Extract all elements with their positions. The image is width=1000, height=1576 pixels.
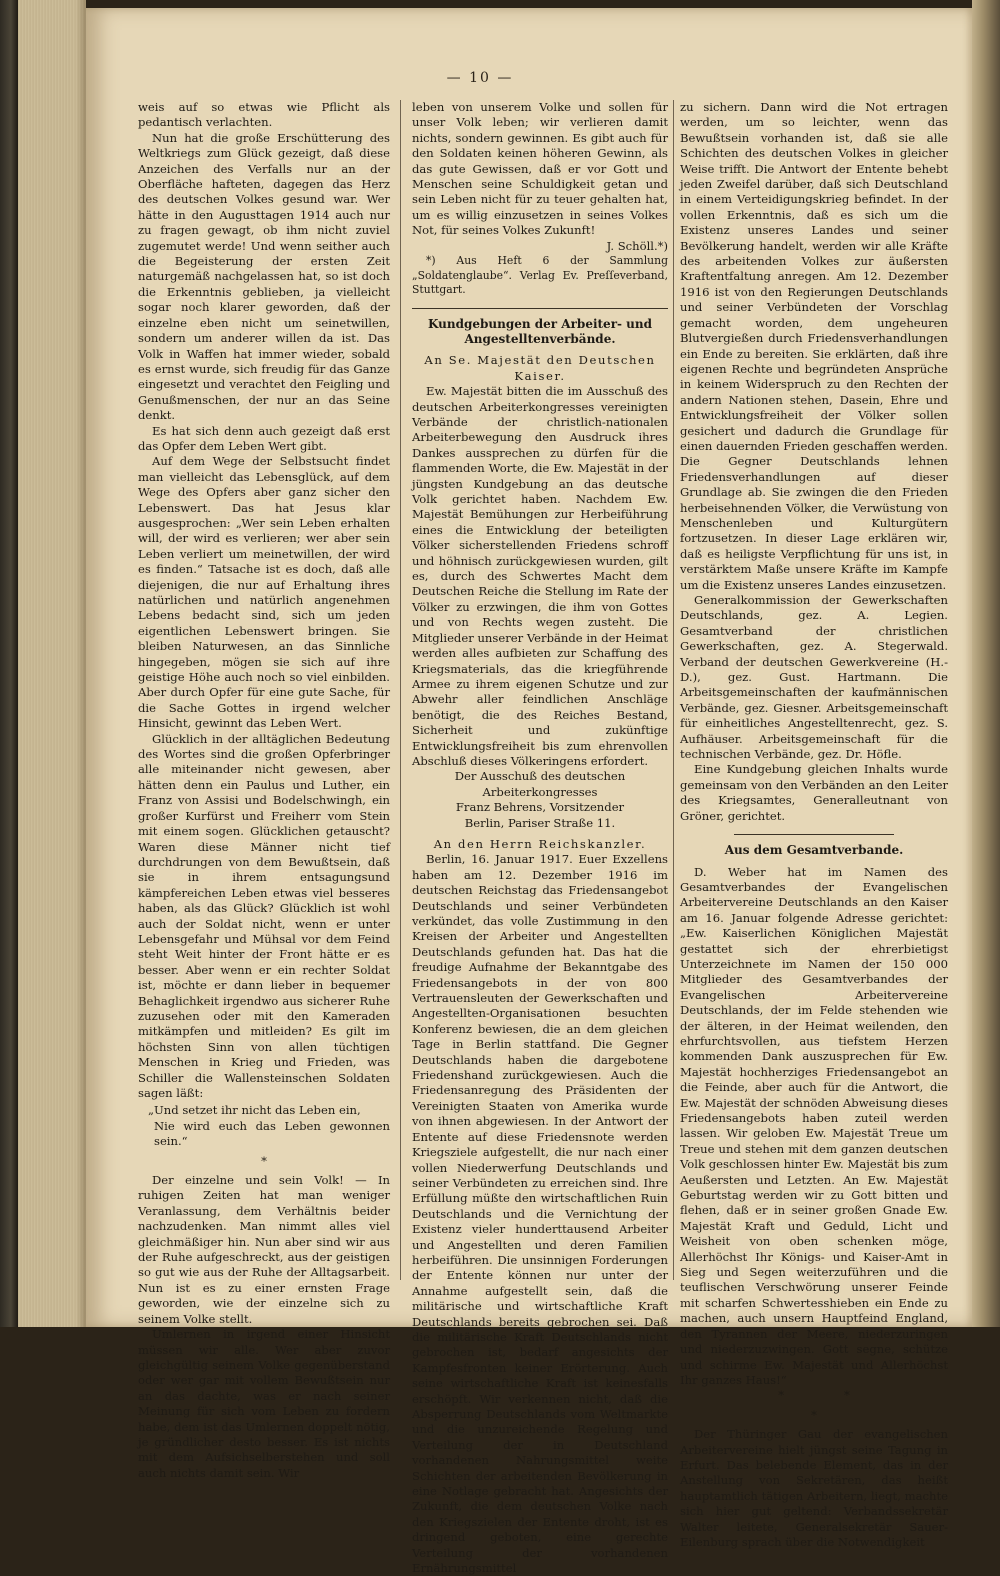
- paragraph: leben von unserem Volke und sollen für unser Volk leben; wir verlieren damit nichts, sondern gewinnen. Es gibt auch für den Soldaten keinen höheren Gewinn, als das gute Gewissen, daß er vor Gott und Menschen seine Schuldigkeit getan und sein Leben nicht für zu teuer gehalten hat, um es willig einzusetzen in seines Volkes Not, für seines Volkes Zukunft!: [412, 100, 668, 238]
- book-spine: [0, 0, 18, 1327]
- column-2: [412, 100, 668, 1576]
- paragraph: Auf dem Wege der Selbstsucht findet man vielleicht das Lebensglück, auf dem Wege des Opfers aber ganz sicher den Lebenswert. Das hat Jesus klar ausgesprochen: „Wer sein Leben erhalten will, der wird es verlieren; wer aber sein Leben verliert um meinetwillen, der wird es finden.“ Tatsache ist es doch, daß alle diejenigen, die nur auf Erhaltung ihres natürlichen und natürlich angenehmen Lebens bedacht sind, sich um jeden eigentlichen Lebenswert bringen. Sie bleiben Naturwesen, an das Sinnliche hingegeben, mögen sie sich auf ihre geistige Höhe auch noch so viel einbilden. Aber durch Opfer für eine gute Sache, für die Sache Gottes in irgend welcher Hinsicht, gewinnt das Leben Wert.: [138, 454, 390, 731]
- paragraph: D. Weber hat im Namen des Gesamtverbandes der Evangelischen Arbeitervereine Deutschlands an den Kaiser am 16. Januar folgende Adresse gerichtet: „Ew. Kaiserlichen Königlichen Majestät gestattet sich der ehrerbietigst Unterzeichnete im Namen der 150 000 Mitglieder des Gesamtverbandes der Evangelischen Arbeitervereine Deutschlands, der im Felde stehenden wie der älteren, in der Heimat weilenden, den ehrfurchtsvollen, aus tiefstem Herzen kommenden Dank auszusprechen für Ew. Majestät hochherziges Friedensangebot an die Feinde, aber auch für die Antwort, die Ew. Majestät der schnöden Abweisung dieses Friedensangebots haben zuteil werden lassen. Wir geloben Ew. Majestät Treue um Treue und stehen mit dem ganzen deutschen Volk geschlossen hinter Ew. Majestät bis zum Aeußersten und Letzten. An Ew. Majestät Geburtstag werden wir zu Gott bitten und flehen, daß er in seiner großen Gnade Ew. Majestät Kraft und Geduld, Licht und Weisheit von oben schenken möge, Allerhöchst Ihr Königs- und Kaiser-Amt in Sieg und Segen weiterzuführen und die teuflischen Verschwörung unserer Feinde mit scharfen Schwertesshieben ein Ende zu machen, auch unsern Hauptfeind England, den Tyrannen der Meere, niederzuringen und niederzuzwingen. Gott segne, schütze und schirme Ew. Majestät und Allerhöchst Ihr ganzes Haus!“: [680, 864, 948, 1387]
- page-edges: [18, 0, 86, 1327]
- paragraph: Glücklich in der alltäglichen Bedeutung des Wortes sind die großen Opferbringer alle miteinander nicht gewesen, aber hätten denn ein Paulus und Luther, ein Franz von Assisi und Bodelschwingh, ein großer Kurfürst und Freiherr vom Stein mit einem sogen. Glücklichen getauscht? Waren diese Männer nicht tief durchdrungen von dem Bewußtsein, daß sie in ihrem entsagungsund kämpfereichen Leben etwas viel besseres haben, als das Glück? Glücklich ist wohl auch der Soldat nicht, wenn er unter Lebensgefahr und Mühsal vor dem Feind steht Weit hinter der Front hätte er es besser. Aber wenn er ein rechter Soldat ist, möchte er dann lieber in bequemer Behaglichkeit irgendwo aus sicherer Ruhe zuzusehen oder mit den Kameraden mitkämpfen und mitleiden? Es gilt im höchsten Sinn von allen tüchtigen Menschen in Krieg und Frieden, was Schiller die Wallensteinschen Soldaten sagen läßt:: [138, 731, 390, 1100]
- column-rule-1: [400, 100, 401, 1280]
- signature-line: Berlin, Pariser Straße 11.: [464, 815, 616, 830]
- section-divider-star: *: [261, 1153, 267, 1168]
- divider-star: *: [844, 1388, 850, 1403]
- footnote: *) Aus Heft 6 der Sammlung „Soldatenglaube“. Verlag Ev. Preſſeverband, Stuttgart.: [412, 254, 668, 297]
- paragraph: Der Thüringer Gau der evangelischen Arbeitervereine hielt jüngst seine Tagung in Erfurt. Das belebende Element, das in der Anstellung von Sekretären, das heißt hauptamtlich tätigen Arbeitern, liegt, machte sich hier gut geltend: Verbandssekretär Walter leitete, Generalsekretär Sauer-Eilenburg sprach über die Notwendigkeit: [680, 1427, 948, 1549]
- paragraph: Umlernen in irgend einer Hinsicht müssen wir alle. Wer aber zuvor gleichgültig seinem Volke gegenüberstand oder wer gar mit vollem Bewußtsein nur an das dachte, was er nach seiner Meinung für sich vom Leben zu fordern habe, dem ist das Umlernen doppelt nötig, je gründlicher desto besser. Es ist nichts mit dem Aufsichselberstehen und soll auch nichts damit sein. Wir: [138, 1327, 390, 1480]
- verse-line: „Und setzet ihr nicht das Leben ein,: [148, 1103, 361, 1118]
- address-line: An den Herrn Reichskanzler.: [433, 836, 647, 851]
- page-number: — 10 —: [446, 70, 514, 86]
- paragraph: Ew. Majestät bitten die im Ausschuß des deutschen Arbeiterkongresses vereinigten Verbände der christlich-nationalen Arbeiterbewegung den Ausdruck ihres Dankes aussprechen zu dürfen für die flammenden Worte, die Ew. Majestät in der jüngsten Kundgebung an das deutsche Volk gerichtet haben. Nachdem Ew. Majestät Bemühungen zur Herbeiführung eines die Entwicklung der beteiligten Völker sicherstellenden Friedens schroff und höhnisch zurückgewiesen wurden, gilt es, durch des Schwertes Macht dem Deutschen Reiche die Stellung im Rate der Völker zu erzwingen, die ihm von Gottes und von Rechts wegen zusteht. Die Mitglieder unserer Verbände in der Heimat werden alles aufbieten zur Schaffung des Kriegsmaterials, das die kriegführende Armee zu ihrem eigenen Schutze und zur Abwehr aller feindlichen Anschläge benötigt, die des Reiches Bestand, Sicherheit und zukünftige Entwicklungsfreiheit bis zum ehrenvollen Abschluß dieses Völkeringens erfordert.: [412, 384, 668, 768]
- section-heading: Kundgebungen der Arbeiter- und Angestelltenverbände.: [427, 316, 653, 346]
- address-line: An Se. Majestät den Deutschen Kaiser.: [424, 353, 656, 383]
- author-signature: J. Schöll.*): [606, 238, 668, 253]
- paragraph: Nun hat die große Erschütterung des Weltkriegs zum Glück gezeigt, daß diese Anzeichen des Verfalls nur an der Oberfläche hafteten, dagegen das Herz des deutschen Volkes gesund war. Wer hätte in den Augusttagen 1914 auch nur zu fragen gewagt, ob ihm nicht zuviel zugemutet werde! Und wenn seither auch die Begeisterung der ersten Zeit naturgemäß nachgelassen hat, so ist doch die Erkenntnis geblieben, ja vielleicht sogar noch klarer geworden, daß der einzelne eben nicht um seinetwillen, sondern um anderer willen da ist. Das Volk in Waffen hat immer wieder, sobald es ernst wurde, sich freudig für das Ganze eingesetzt und verachtet den Feigling und Genußmenschen, der nur an das Seine denkt.: [138, 130, 390, 423]
- section-divider-stars: [680, 1388, 948, 1403]
- paragraph: Der einzelne und sein Volk! — In ruhigen Zeiten hat man weniger Veranlassung, dem Verhältnis beider nachzudenken. Man nimmt alles viel gleichmäßiger hin. Nun aber sind wir aus der Ruhe aufgeschreckt, aus der geistigen so gut wie aus der Ruhe der Alltagsarbeit. Nun ist es zu einer ernsten Frage geworden, wie der einzelne sich zu seinem Volke stellt.: [138, 1173, 390, 1326]
- paragraph: Eine Kundgebung gleichen Inhalts wurde gemeinsam von den Verbänden an den Leiter des Kriegsamtes, Generalleutnant von Gröner, gerichtet.: [680, 762, 948, 823]
- verse-quote: [148, 1103, 390, 1149]
- paragraph: Berlin, 16. Januar 1917. Euer Exzellens haben am 12. Dezember 1916 im deutschen Reichstag das Friedensangebot Deutschlands und seiner Verbündeten verkündet, das volle Zustimmung in den Kreisen der Arbeiter und Angestellten Deutschlands gefunden hat. Das hat die freudige Aufnahme der Bekanntgabe des Friedensangebots in der von 800 Vertrauensleuten der Gewerkschaften und Angestellten-Organisationen besuchten Konferenz bewiesen, die an dem gleichen Tage in Berlin stattfand. Die Gegner Deutschlands haben die dargebotene Friedenshand zurückgewiesen. Auch die Friedensanregung des Präsidenten der Vereinigten Staaten von Amerika wurde von ihnen abgewiesen. In der Antwort der Entente auf diese Friedensnote werden Kriegsziele aufgestellt, die nur nach einer vollen Niederwerfung Deutschlands und seiner Verbündeten zu erreichen sind. Ihre Erfüllung müßte den wirtschaftlichen Ruin Deutschlands und die Vernichtung der Existenz vieler hunderttausend Arbeiter und Angestellten und deren Familien herbeiführen. Die unsinnigen Forderungen der Entente können nur unter der Annahme aufgestellt sein, daß die militärische und wirtschaftliche Kraft Deutschlands bereits gebrochen sei. Daß die militärische Kraft Deutschlands nicht gebrochen ist, bedarf angesichts der Kampfesfronten keiner Erörterung. Auch seine wirtschaftliche Kraft ist keinesfalls erschöpft. Wir verkennen nicht, daß die Absperrung Deutschlands vom Weltmarkte und die unzureichende Regelung und Verteilung der in Deutschland vorhandenen Nahrungsmittel weite Schichten der arbeitenden Bevölkerung in eine Notlage gebracht hat. Angesichts der Zukunft, die dem deutschen Volke nach den Kriegszielen der Entente droht, ist es dringend geboten, eine gerechte Verteilung der vorhandenen Ernährungsmittel: [412, 852, 668, 1576]
- column-rule-2: [673, 100, 674, 1280]
- paragraph: zu sichern. Dann wird die Not ertragen werden, um so leichter, wenn das Bewußtsein vorhanden ist, daß sie alle Schichten des deutschen Volkes in gleicher Weise trifft. Die Antwort der Entente behebt jeden Zweifel darüber, daß sich Deutschland in einem Verteidigungskrieg befindet. In der vollen Erkenntnis, daß es sich um die Existenz unseres Landes und seiner Bevölkerung handelt, werden wir alle Kräfte des arbeitenden Volkes zur äußersten Kraftentfaltung anregen. Am 12. Dezember 1916 ist von den Regierungen Deutschlands und seiner Verbündeten der Vorschlag gemacht worden, dem ungeheuren Blutvergießen durch Friedensverhandlungen ein Ende zu bereiten. Sie erklärten, daß ihre eigenen Rechte und begründeten Ansprüche in keinem Widerspruch zu den Rechten der andern Nationen stehen, Dasein, Ehre und Entwicklungsfreiheit der Völker sollen gesichert und dadurch die Grundlage für einen dauernden Frieden geschaffen werden. Die Gegner Deutschlands lehnen Friedensverhandlungen auf dieser Grundlage ab. Sie zwingen die den Frieden herbeisehnenden Völker, die Verwüstung von Menschenleben und Kulturgütern fortzusetzen. In dieser Lage erklären wir, daß es heiligste Verpflichtung für uns ist, in verstärktem Maße unsere Kräfte im Kampfe um die Existenz unseres Landes einzusetzen.: [680, 100, 948, 592]
- column-1: [138, 100, 390, 1481]
- divider-star: *: [778, 1388, 784, 1403]
- signature-line: Franz Behrens, Vorsitzender: [455, 800, 625, 815]
- section-divider: [412, 308, 668, 309]
- section-divider-star: *: [811, 1407, 817, 1422]
- section-heading: Aus dem Gesamtverbande.: [724, 843, 904, 858]
- paragraph: Generalkommission der Gewerkschaften Deutschlands, gez. A. Legien. Gesamtverband der christlichen Gewerkschaften, gez. A. Stegerwald. Verband der deutschen Gewerkvereine (H.-D.), gez. Gust. Hartmann. Die Arbeitsgemeinschaften der kaufmännischen Verbände, gez. Giesner. Arbeitsgemeinschaft für einheitliches Angestelltenrecht, gez. S. Aufhäuser. Arbeitsgemeinschaft für die technischen Verbände, gez. Dr. Höfle.: [680, 593, 948, 762]
- section-divider: [734, 834, 895, 835]
- right-page-edge: [972, 0, 1000, 1327]
- paragraph: weis auf so etwas wie Pflicht als pedantisch verlachten.: [138, 100, 390, 130]
- column-3: [680, 100, 948, 1550]
- verse-line: Nie wird euch das Leben gewonnen sein.“: [154, 1118, 390, 1149]
- paragraph: Es hat sich denn auch gezeigt daß erst das Opfer dem Leben Wert gibt.: [138, 423, 390, 453]
- signature-line: Der Ausschuß des deutschen Arbeiterkongresses: [454, 769, 626, 799]
